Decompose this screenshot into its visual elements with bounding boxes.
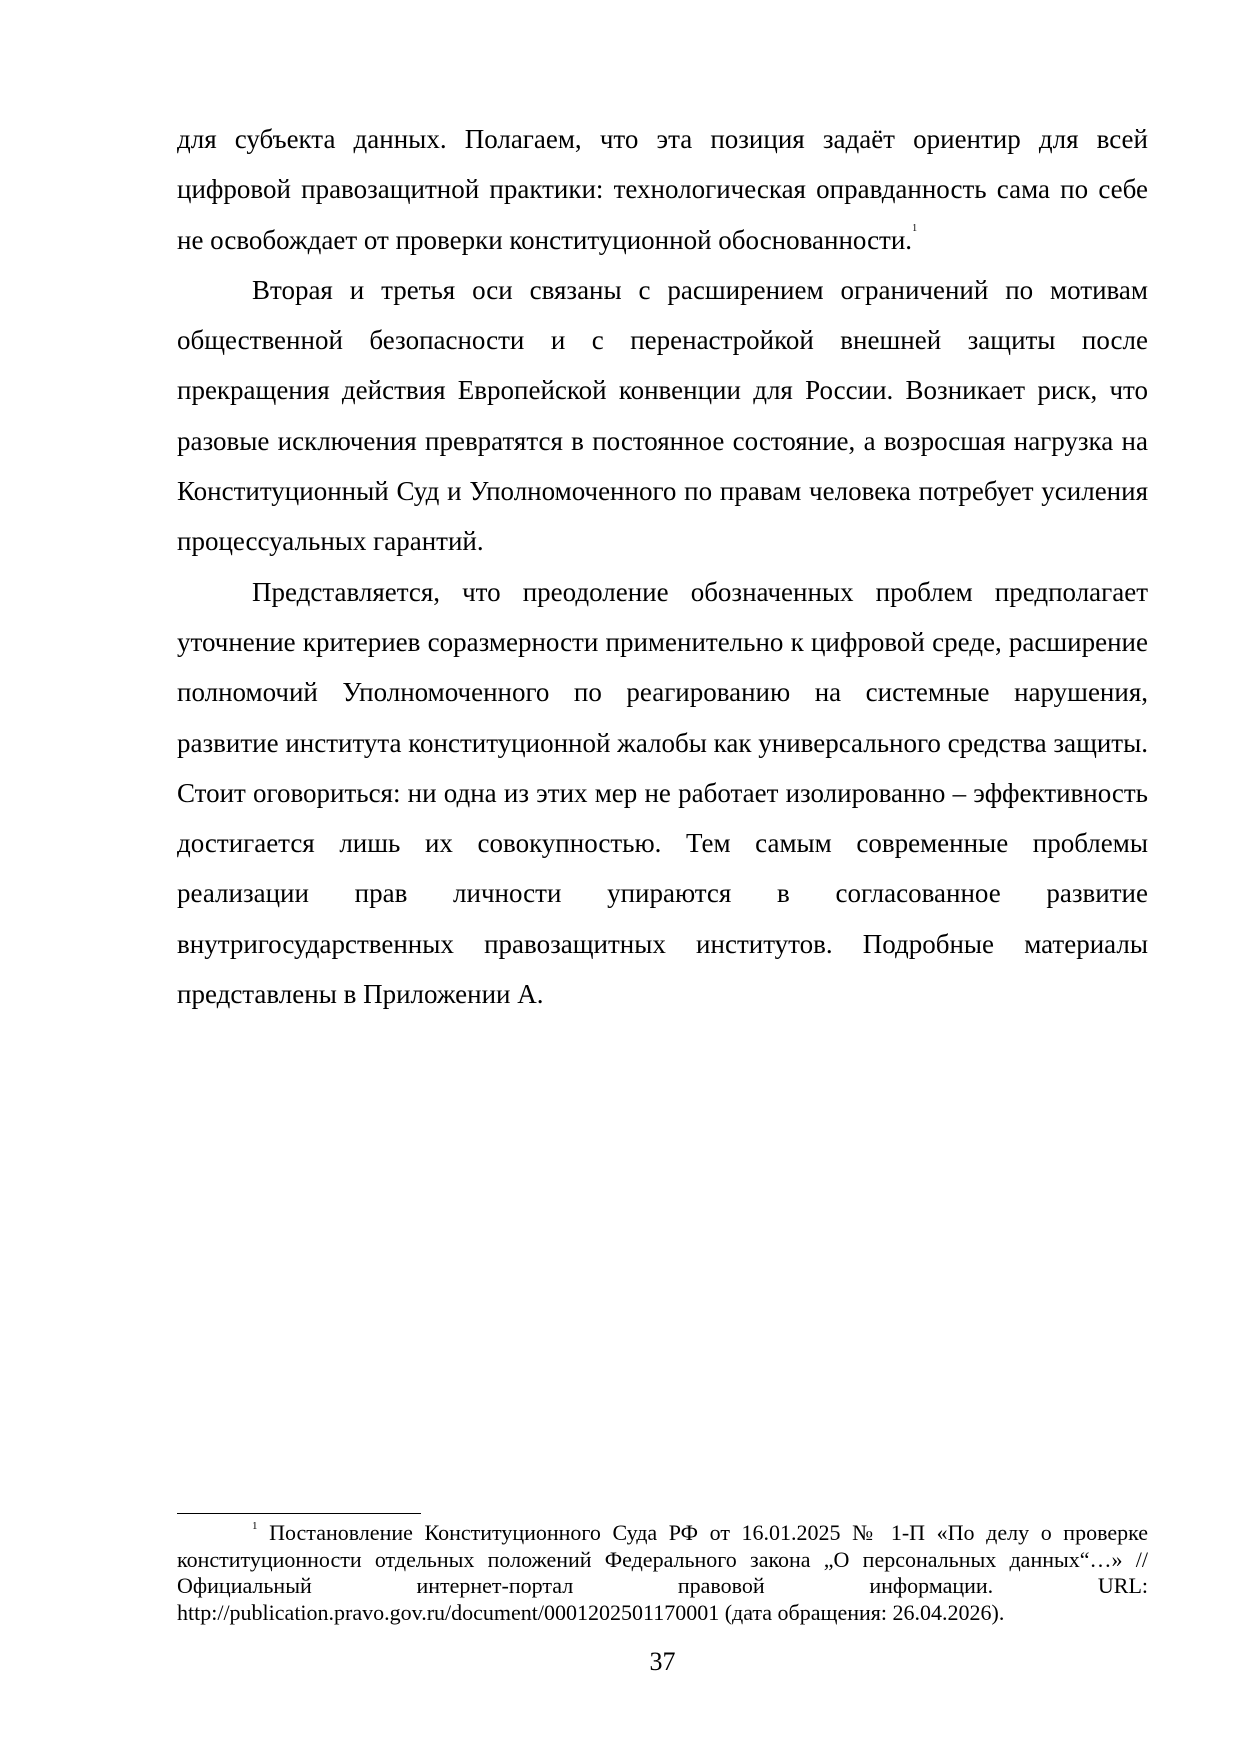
paragraph-2: Вторая и третья оси связаны с расширением ограничений по мотивам общественной безопасности и с перенастройкой внешней защиты после прекращения действия Европейской конвенции для России. Возникает риск, что разовые исключения превратятся в постоянное состояние, а возросшая нагрузка на Конституционный Суд и Уполномоченного по правам человека потребует усиления процессуальных гарантий. <box>177 274 1148 557</box>
body-text <box>177 114 1148 1019</box>
footnote-marker: 1 <box>252 1519 258 1532</box>
page-number: 37 <box>649 1647 676 1676</box>
footnote-text: Постановление Конституционного Суда РФ от 16.01.2025 № 1-П «По делу о проверке конституционности отдельных положений Федерального закона „О персональных данных“…» // Официальный интернет-портал правовой информации. URL: http://publication.pravo.gov.ru/document/0001202501170001 (дата обращения: 26.04.2026). <box>177 1520 1148 1625</box>
paragraph-1-text: для субъекта данных. Полагаем, что эта позиция задаёт ориентир для всей цифровой правозащитной практики: технологическая оправданность сама по себе не освобождает от проверки конституционной обоснованности. <box>177 124 1148 255</box>
paragraph-3: Представляется, что преодоление обозначенных проблем предполагает уточнение критериев соразмерности применительно к цифровой среде, расширение полномочий Уполномоченного по реагированию на системные нарушения, развитие института конституционной жалобы как универсального средства защиты. Стоит оговориться: ни одна из этих мер не работает изолированно – эффективность достигается лишь их совокупностью. Тем самым современные проблемы реализации прав личности упираются в согласованное развитие внутригосударственных правозащитных институтов. Подробные материалы представлены в Приложении А. <box>177 576 1148 1010</box>
footnote-separator <box>177 1513 421 1514</box>
footnote-reference[interactable]: 1 <box>912 222 918 234</box>
footnote-1 <box>177 1520 1148 1626</box>
footnote <box>177 1520 1148 1626</box>
paragraph-1 <box>177 114 1148 265</box>
